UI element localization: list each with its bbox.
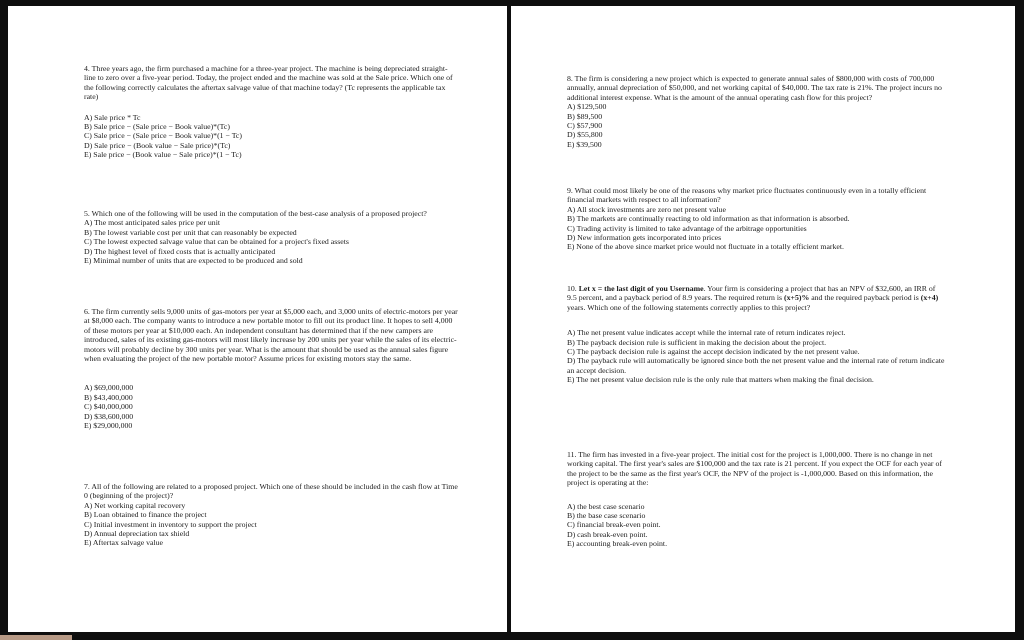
question-11-options [567, 502, 947, 549]
left-page [8, 6, 507, 632]
option-d: D) Sale price − (Book value − Sale price)*(Tc) [84, 140, 231, 150]
option-c: C) $40,000,000 [84, 402, 133, 412]
question-6-options [84, 383, 460, 430]
question-6-stem: 6. The firm currently sells 9,000 units of gas-motors per year at $5,000 each, and 3,000 units of electric-motors per year at $8,000 each. The company wants to introduce a new portable motor to fill out its product line. It hopes to sell 4,000 of these motors per year at $10,000 each. An independent consultant has determined that if the new campers are introduced, sales of its existing gas-motors will most likely increase by 200 units per year while the sales of its electric-motors will probably decline by 300 units per year. What is the amount that should be used as the annual sales figure when evaluating the project of the new portable motor? Assume prices for existing motors stay the same. [84, 307, 458, 364]
option-a: A) Net working capital recovery [84, 500, 186, 510]
option-e: E) Minimal number of units that are expected to be produced and sold [84, 256, 303, 266]
option-b: B) Sale price − (Sale price − Book value)*(Tc) [84, 122, 230, 132]
question-8 [567, 74, 947, 149]
option-c: C) $57,900 [567, 121, 603, 131]
option-d: D) cash break-even point. [567, 529, 648, 539]
option-d: D) The payback rule will automatically be ignored since both the net present value and the internal rate of return indicate an accept decision. [567, 356, 945, 375]
question-9-stem: 9. What could most likely be one of the reasons why market price fluctuates continuously even in a totally efficient financial markets with respect to all information? [567, 186, 927, 205]
option-e: E) accounting break-even point. [567, 539, 668, 549]
option-b: B) The payback decision rule is sufficient in making the decision about the project. [567, 337, 827, 347]
option-e: E) Aftertax salvage value [84, 538, 164, 548]
option-d: D) $38,600,000 [84, 411, 134, 421]
question-11 [567, 450, 947, 549]
option-d: D) New information gets incorporated into prices [567, 233, 722, 243]
question-4-options [84, 113, 456, 160]
option-c: C) Initial investment in inventory to support the project [84, 519, 257, 529]
question-7 [84, 482, 460, 548]
option-e: E) The net present value decision rule is the only rule that matters when making the final decision. [567, 375, 874, 385]
option-b: B) The markets are continually reacting to old information as that information is absorbed. [567, 214, 850, 224]
question-4 [84, 64, 456, 160]
question-7-stem: 7. All of the following are related to a proposed project. Which one of these should be included in the cash flow at Time 0 (beginning of the project)? [84, 482, 458, 501]
option-b: B) Loan obtained to finance the project [84, 510, 207, 520]
question-10-number: 10. [567, 284, 579, 293]
question-10-stem [567, 284, 947, 312]
question-10 [567, 284, 947, 385]
option-a: A) All stock investments are zero net present value [567, 204, 726, 214]
option-e: E) Sale price − (Book value − Sale price)*(1 − Tc) [84, 150, 242, 160]
option-b: B) the base case scenario [567, 511, 646, 521]
option-a: A) The net present value indicates accept while the internal rate of return indicates reject. [567, 328, 846, 338]
option-a: A) the best case scenario [567, 501, 645, 511]
payback-period-formula: (x+4) [920, 293, 939, 303]
option-c: C) The lowest expected salvage value that can be obtained for a project's fixed assets [84, 237, 349, 247]
option-a: A) Sale price * Tc [84, 112, 141, 122]
option-c: C) financial break-even point. [567, 520, 661, 530]
right-page [511, 6, 1015, 632]
option-e: E) $39,500 [567, 139, 602, 149]
question-5-stem: 5. Which one of the following will be used in the computation of the best-case analysis of a proposed project? [84, 209, 427, 218]
question-9 [567, 186, 947, 252]
option-c: C) Sale price − (Sale price − Book value)*(1 − Tc) [84, 131, 242, 141]
option-c: C) The payback decision rule is against the accept decision indicated by the net present value. [567, 347, 860, 357]
question-11-stem: 11. The firm has invested in a five-year project. The initial cost for the project is 1,000,000. There is no change in net working capital. The first year's sales are $100,000 and the tax rate is 21 percent. If you expect the OCF for each year of the project to be the same as the first year's OCF, the NPV of the project is -1,000,000. Based on this information, the project is operating at the: [567, 450, 942, 488]
option-d: D) $55,800 [567, 130, 603, 140]
required-return-formula: (x+5)% [784, 293, 810, 303]
option-d: D) Annual depreciation tax shield [84, 529, 190, 539]
option-a: A) The most anticipated sales price per unit [84, 218, 221, 228]
option-c: C) Trading activity is limited to take advantage of the arbitrage opportunities [567, 223, 807, 233]
question-10-text-b: and the required payback period is [809, 293, 921, 303]
question-9-options [567, 205, 947, 252]
option-e: E) $29,000,000 [84, 421, 133, 431]
option-e: E) None of the above since market price would not fluctuate in a totally efficient market. [567, 242, 844, 252]
question-10-text-a: . Your firm is considering a project that has an NPV of $32,600, an IRR of 9.5 percent, and a payback period of 8.9 years. The required return is [567, 284, 936, 303]
question-4-stem: 4. Three years ago, the firm purchased a machine for a three-year project. The machine is being depreciated straight-line to zero over a five-year period. Today, the project ended and the machine was sold at the Sale price. Which one of the following correctly calculates the aftertax salvage value of that machine today? (Tc represents the applicable tax rate) [84, 64, 453, 102]
question-5 [84, 209, 456, 265]
option-d: D) The highest level of fixed costs that is actually anticipated [84, 246, 276, 256]
question-10-text-c: years. Which one of the following statements correctly applies to this project? [567, 302, 811, 312]
option-b: B) The lowest variable cost per unit that can reasonably be expected [84, 227, 297, 237]
question-5-options [84, 218, 456, 265]
username-instruction: Let x = the last digit of you Username [578, 284, 704, 293]
option-b: B) $89,500 [567, 111, 603, 121]
option-a: A) $129,500 [567, 102, 607, 112]
taskbar-fragment [0, 635, 72, 640]
question-8-stem: 8. The firm is considering a new project which is expected to generate annual sales of $800,000 with costs of 700,000 annually, annual depreciation of $50,000, and net working capital of $40,000. The tax rate is 21%. The project incurs no additional interest expense. What is the amount of the annual operating cash flow for this project? [567, 74, 942, 102]
question-8-options [567, 102, 947, 149]
question-6 [84, 307, 460, 430]
question-10-options [567, 328, 947, 384]
option-b: B) $43,400,000 [84, 392, 133, 402]
option-a: A) $69,000,000 [84, 383, 134, 393]
question-7-options [84, 501, 460, 548]
